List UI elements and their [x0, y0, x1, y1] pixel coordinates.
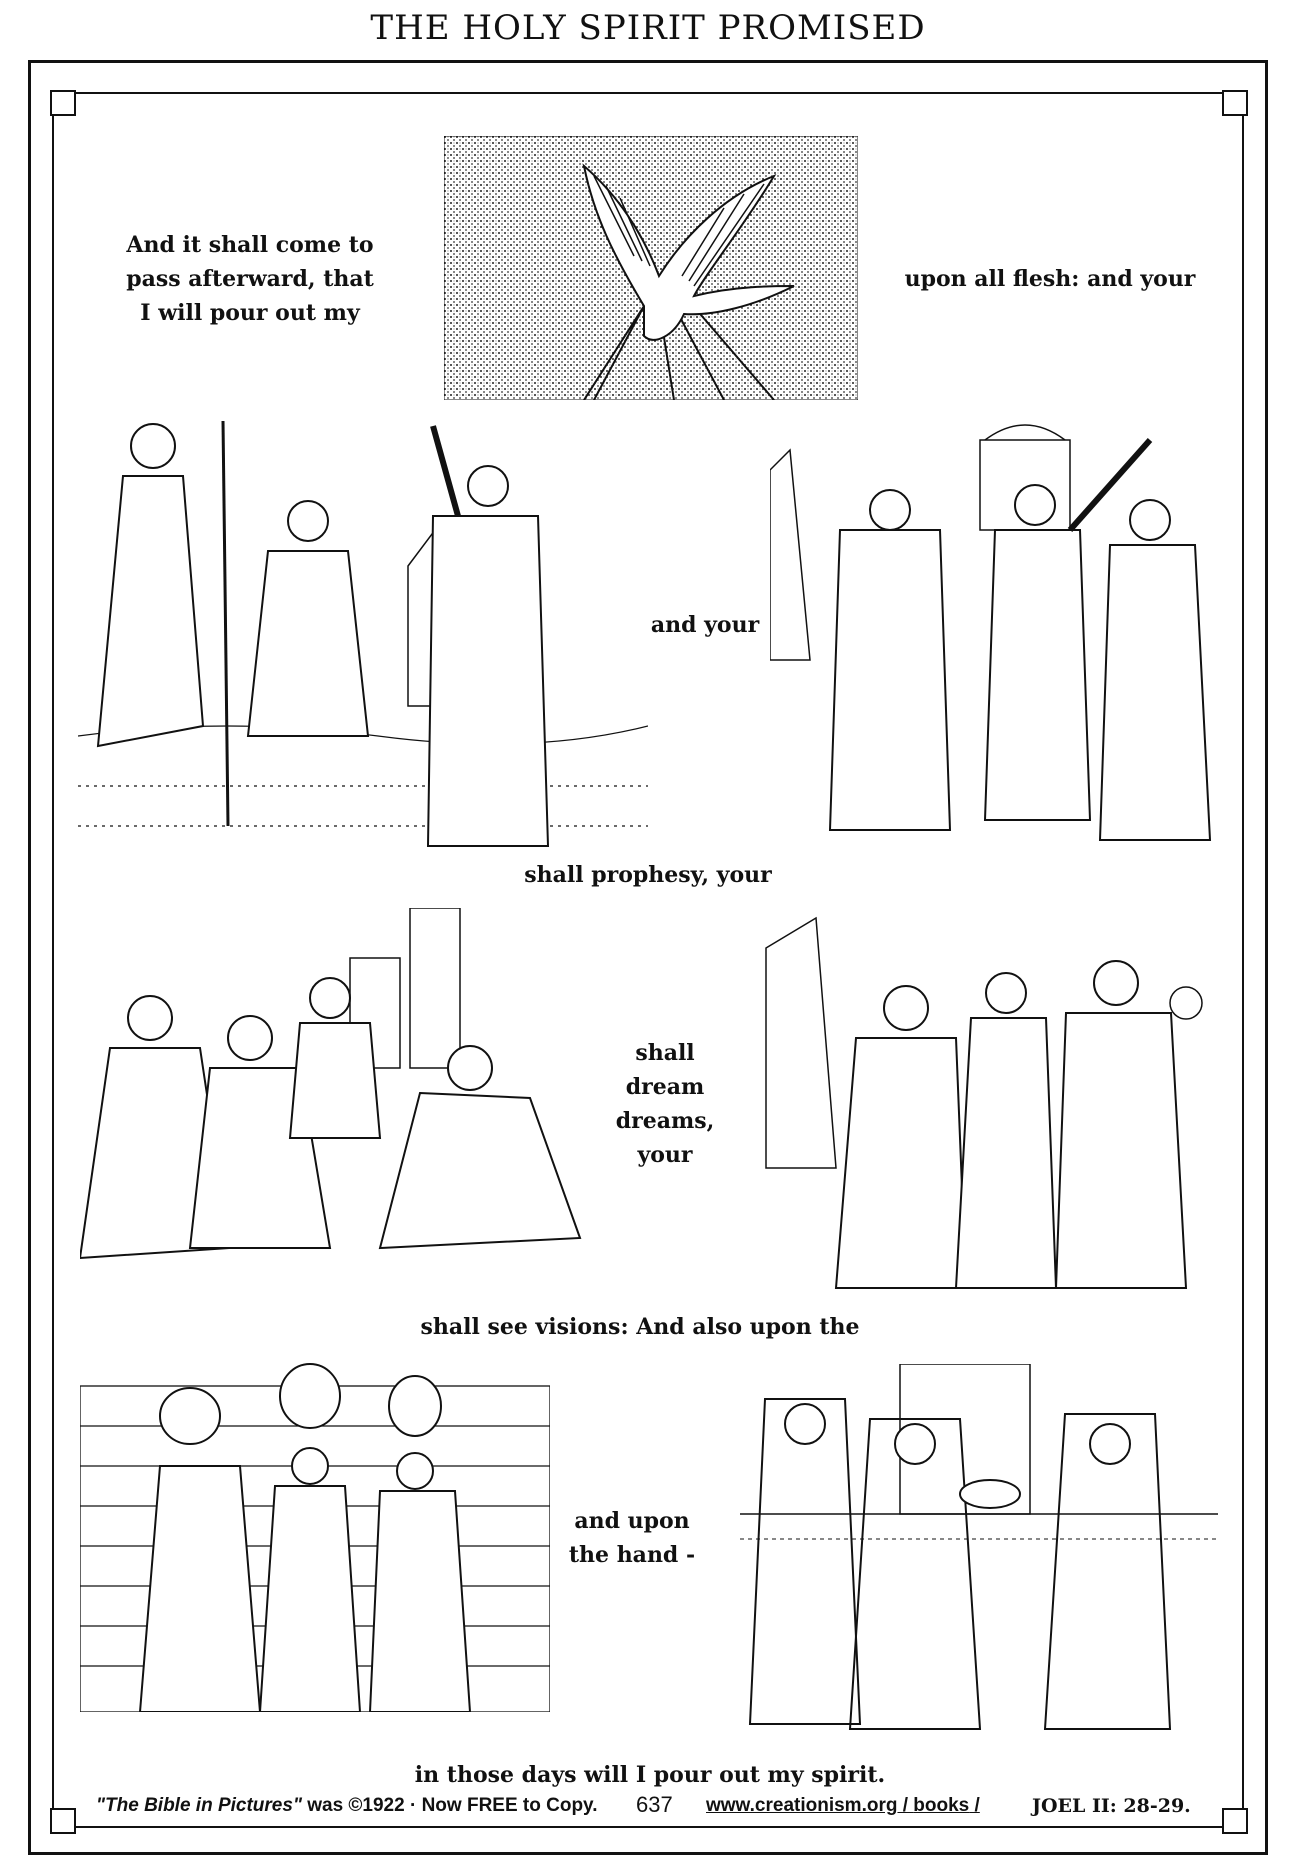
- verse-line-7: [562, 1504, 702, 1572]
- illustration-young-men: [756, 908, 1232, 1296]
- verse-line-4: shall prophesy, your: [524, 862, 772, 888]
- website-separator: /: [897, 1795, 914, 1816]
- scripture-reference: JOEL II: 28-29.: [1032, 1795, 1191, 1817]
- website-path[interactable]: books: [913, 1795, 970, 1816]
- verse-line-5d: your: [637, 1142, 693, 1168]
- handmaids-drawing: [740, 1364, 1218, 1734]
- daughters-drawing: [770, 410, 1230, 850]
- corner-ornament-bottom-left: [50, 1808, 76, 1834]
- verse-line-1c: I will pour out my: [140, 300, 360, 326]
- website-domain[interactable]: www.creationism.org: [706, 1795, 898, 1816]
- website-link[interactable]: [706, 1795, 980, 1817]
- verse-line-2: upon all flesh: and your: [904, 266, 1196, 292]
- verse-line-5a: shall: [635, 1040, 695, 1066]
- verse-line-1a: And it shall come to: [126, 232, 374, 258]
- corner-ornament-bottom-right: [1222, 1808, 1248, 1834]
- page-title: THE HOLY SPIRIT PROMISED: [370, 8, 926, 48]
- old-men-drawing: [80, 908, 590, 1264]
- verse-line-5c: dreams,: [615, 1108, 715, 1134]
- book-title: "The Bible in Pictures": [96, 1795, 302, 1816]
- illustration-dove: [444, 136, 858, 400]
- dove-drawing: [444, 136, 858, 400]
- verse-line-8: in those days will I pour out my spirit.: [414, 1762, 886, 1788]
- verse-line-5: [610, 1036, 720, 1172]
- verse-line-3: and your: [650, 612, 760, 638]
- verse-line-7b: the hand -: [568, 1542, 696, 1568]
- verse-line-5b: dream: [625, 1074, 705, 1100]
- page-number: 637: [636, 1792, 673, 1817]
- illustration-sons: [78, 406, 648, 852]
- verse-line-1b: pass afterward, that: [126, 266, 374, 292]
- illustration-handmaids: [740, 1364, 1218, 1734]
- sons-drawing: [78, 406, 648, 852]
- young-men-drawing: [756, 908, 1232, 1296]
- website-separator-end: /: [969, 1795, 980, 1816]
- illustration-daughters: [770, 410, 1230, 850]
- servants-drawing: [80, 1356, 550, 1712]
- corner-ornament-top-left: [50, 90, 76, 116]
- illustration-servants: [80, 1356, 550, 1712]
- verse-line-6: shall see visions: And also upon the: [420, 1314, 860, 1340]
- corner-ornament-top-right: [1222, 90, 1248, 116]
- illustration-old-men: [80, 908, 590, 1264]
- copyright-text: was ©1922 · Now FREE to Copy.: [301, 1795, 598, 1816]
- verse-line-1: [110, 228, 390, 330]
- copyright-credit: [96, 1795, 598, 1817]
- verse-line-7a: and upon: [574, 1508, 690, 1534]
